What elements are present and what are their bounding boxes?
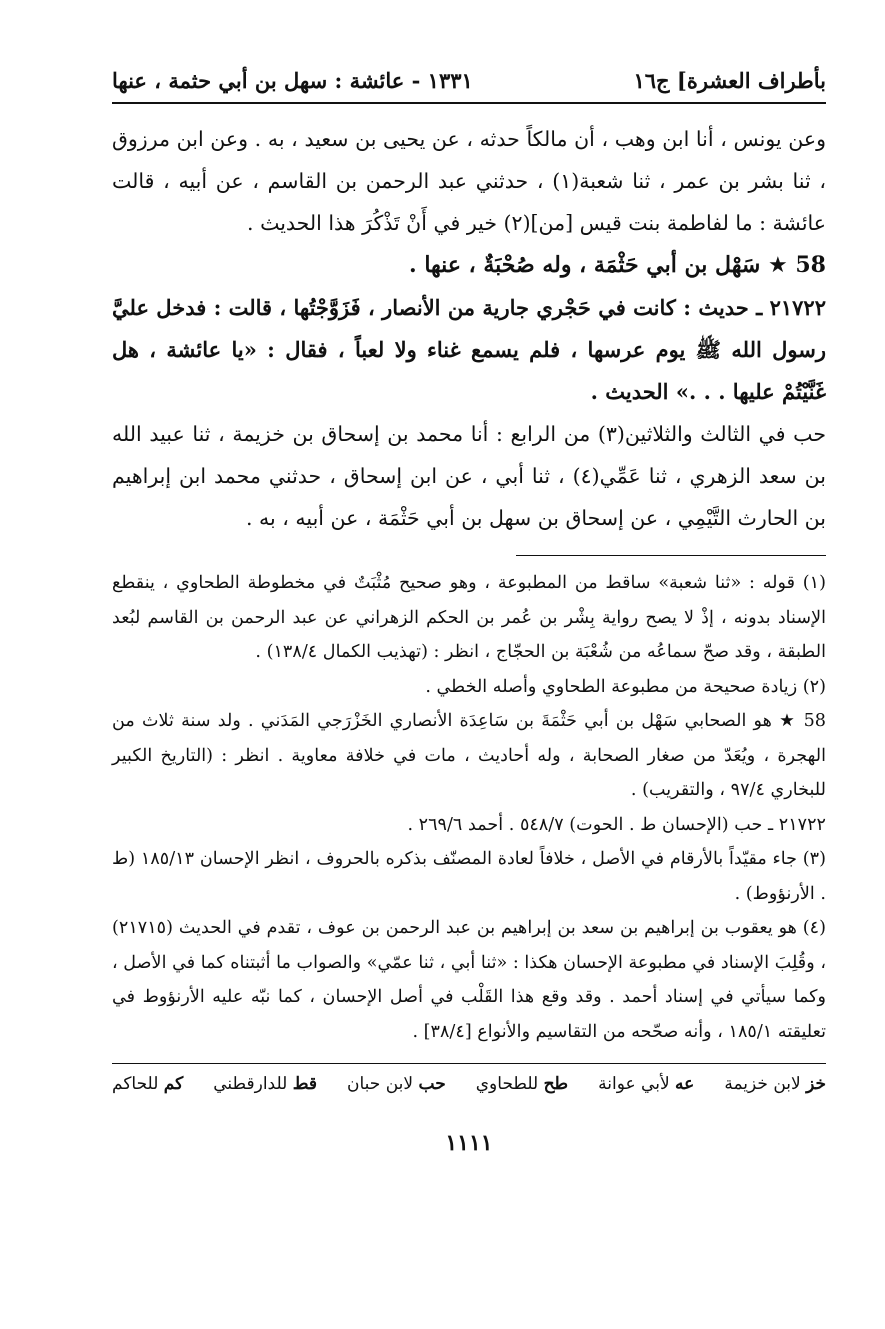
star-icon: ★ — [767, 253, 788, 278]
abbr-item: قط للدارقطني — [213, 1074, 317, 1094]
abbr-item: عه لأبي عوانة — [598, 1074, 695, 1094]
entry-number: 58 — [795, 252, 826, 278]
entry-text: سَهْل بن أبي حَثْمَة ، وله صُحْبَةٌ ، عنها . — [409, 252, 761, 278]
hadith-body: ـ حديث : كانت في حَجْري جارية من الأنصار ، فَزَوَّجْتُها ، قالت : فدخل عليَّ رسول الله ﷺ يوم عرسها ، فلم يسمع غناء ولا لعباً ، فقال : «يا عائشة ، هل غَنَّيْتُمْ عليها . . .» الحديث . — [112, 295, 826, 404]
hadith-number: ٢١٧٢٢ — [769, 295, 826, 320]
header-right-title: ١٣٣١ - عائشة : سهل بن أبي حثمة ، عنها — [112, 67, 473, 93]
footnote-separator — [516, 555, 826, 556]
main-text — [112, 104, 826, 539]
page-number: ١١١١ — [445, 1130, 493, 1156]
paragraph-1: وعن يونس ، أنا ابن وهب ، أن مالكاً حدثه ، عن يحيى بن سعيد ، به . وعن ابن مرزوق ، ثنا بشر بن عمر ، ثنا شعبة(١) ، حدثني عبد الرحمن بن القاسم ، عن أبيه ، قالت عائشة : ما لفاطمة بنت قيس [من](٢) خير في أَنْ تَذْكُرَ هذا الحديث . — [112, 127, 826, 235]
footnote-3: (٣) جاء مقيّداً بالأرقام في الأصل ، خلافاً لعادة المصنّف بذكره بالحروف ، انظر الإحسان ١٨٥/١٣ (ط . الأرنؤوط) . — [112, 849, 826, 904]
header-left-title: بأطراف العشرة] ج١٦ — [633, 67, 826, 93]
entry-heading — [112, 244, 826, 287]
hadith-text — [112, 287, 826, 413]
footnotes — [112, 566, 826, 1049]
footnote-2: (٢) زيادة صحيحة من مطبوعة الطحاوي وأصله الخطي . — [425, 676, 826, 697]
page — [112, 58, 826, 1308]
paragraph-2: حب في الثالث والثلاثين(٣) من الرابع : أنا محمد بن إسحاق بن خزيمة ، ثنا عبيد الله بن سعد الزهري ، ثنا عَمِّي(٤) ، ثنا أبي ، عن ابن إسحاق ، حدثني محمد ابن إبراهيم بن الحارث التَّيْمِي ، عن إسحاق بن سهل بن أبي حَثْمَة ، عن أبيه ، به . — [112, 422, 826, 530]
abbr-item: حب لابن حبان — [347, 1074, 446, 1094]
running-header — [112, 58, 826, 102]
footnote-1: (١) قوله : «ثنا شعبة» ساقط من المطبوعة ، وهو صحيح مُثْبَتٌ في مخطوطة الطحاوي ، ينقطع الإسناد بدونه ، إذْ لا يصح رواية بِشْر بن عُمر بن الحكم الزهراني عن عبد الرحمن بن القاسم لبُعد الطبقة ، وقد صحّ سماعُه من شُعْبَة بن الحجّاج ، انظر : (تهذيب الكمال ١٣٨/٤) . — [112, 573, 826, 662]
abbr-item: طح للطحاوي — [475, 1074, 569, 1094]
footnote-4: (٤) هو يعقوب بن إبراهيم بن سعد بن إبراهيم بن عبد الرحمن بن عوف ، تقدم في الحديث (٢١٧١٥) ، وقُلِبَ الإسناد في مطبوعة الإحسان هكذا : «ثنا أبي ، ثنا عمّي» والصواب ما أثبتناه كما في الأصل ، وكما سيأتي في إسناد أحمد . وقد وقع هذا القَلْب في أصل الإحسان ، كما نبّه عليه الأرنؤوط في تعليقته ١٨٥/١ ، وأنه صحّحه من التقاسيم والأنواع [٣٨/٤] . — [112, 918, 826, 1042]
footnote-58: 58 ★ هو الصحابي سَهْل بن أبي حَثْمَةَ بن سَاعِدَة الأنصاري الخَزْرَجي المَدَني . ولد سنة ثلاث من الهجرة ، ويُعَدّ من صغار الصحابة ، وله أحاديث ، مات في خلافة معاوية . انظر : (التاريخ الكبير للبخاري ٩٧/٤ ، والتقريب) . — [112, 711, 826, 800]
abbr-item: كم للحاكم — [112, 1074, 184, 1094]
abbreviation-key — [112, 1064, 826, 1094]
abbr-item: خز لابن خزيمة — [724, 1074, 826, 1094]
footnote-hadith: ٢١٧٢٢ ـ حب (الإحسان ط . الحوت) ٥٤٨/٧ . أحمد ٢٦٩/٦ . — [407, 814, 826, 835]
